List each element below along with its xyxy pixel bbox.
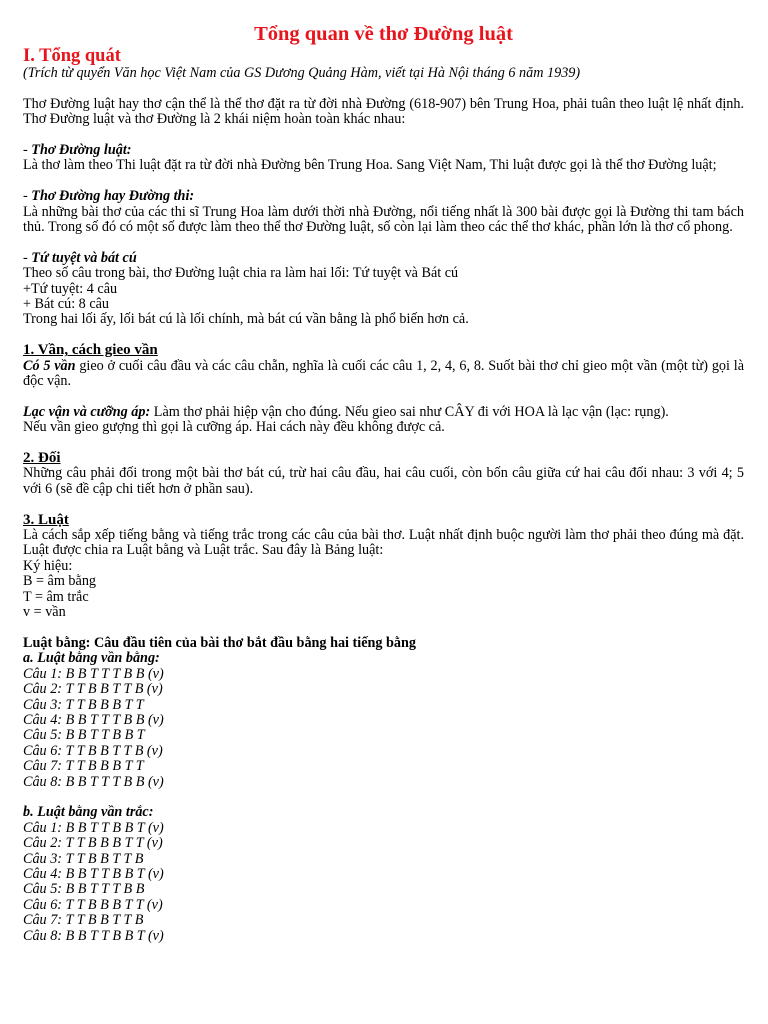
- symbol-line: T = âm trắc: [23, 588, 89, 605]
- verse-pattern-line: Câu 8: B B T T B B T (v): [23, 927, 164, 944]
- definition-tho-duong-luat-term: [23, 143, 744, 158]
- verse-pattern-line: Câu 1: B B T T T B B (v): [23, 665, 164, 682]
- verse-pattern-line: Câu 6: T T B B B T T (v): [23, 896, 163, 913]
- verse-pattern-line: Câu 5: B B T T T B B: [23, 881, 145, 898]
- term-label: Thơ Đường luật:: [31, 142, 132, 158]
- verse-pattern-line: Câu 3: T T B B T T B: [23, 850, 144, 867]
- definition-tho-duong-luat-text: Là thơ làm theo Thi luật đặt ra từ đời nhà Đường bên Trung Hoa. Sang Việt Nam, Thi luật được gọi là thể thơ Đường luật;: [23, 157, 717, 174]
- text-line: Theo số câu trong bài, thơ Đường luật chia ra làm hai lối: Tứ tuyệt và Bát cú: [23, 265, 459, 282]
- text-line: + Bát cú: 8 câu: [23, 296, 110, 313]
- verse-pattern-line: Câu 8: B B T T T B B (v): [23, 773, 164, 790]
- luat-bang-van-bang-lines: [23, 667, 744, 790]
- verse-pattern-line: Câu 5: B B T T B B T: [23, 727, 145, 744]
- verse-pattern-line: Câu 4: B B T T B B T (v): [23, 865, 164, 882]
- verse-pattern-line: Câu 7: T T B B T T B: [23, 912, 144, 929]
- term-label: Tứ tuyệt và bát cú: [31, 249, 137, 266]
- source-citation: (Trích từ quyển Văn học Việt Nam của GS Dương Quảng Hàm, viết tại Hà Nội tháng 6 năm 1939): [23, 65, 581, 81]
- definition-duong-thi-text: Là những bài thơ của các thi sĩ Trung Hoa làm dưới thời nhà Đường, nổi tiếng nhất là 300 bài được gọi là Đường thi tam bách thủ. Trong số đó có một số được làm theo thể thơ Đường luật, số còn lại làm theo các thể thơ khác, phần lớn là thơ cổ phong.: [23, 203, 744, 236]
- luat-bang-heading: Luật bằng: Câu đầu tiên của bài thơ bắt đầu bằng hai tiếng bằng: [23, 634, 417, 651]
- symbol-line: Ký hiệu:: [23, 557, 73, 574]
- heading-van: 1. Vần, cách gieo vần: [23, 342, 158, 359]
- heading-luat: 3. Luật: [23, 511, 69, 528]
- verse-pattern-line: Câu 2: T T B B T T B (v): [23, 681, 163, 698]
- tu-tuyet-lines: [23, 266, 744, 328]
- doi-paragraph: Những câu phải đối trong một bài thơ bát cú, trừ hai câu đầu, hai câu cuối, còn bốn câu giữa cứ hai câu đối nhau: 3 với 4; 5 với 6 (sẽ đề cập chi tiết hơn ở phần sau).: [23, 465, 744, 497]
- term-label: Thơ Đường hay Đường thi:: [31, 188, 195, 205]
- lac-van-term: Lạc vận và cưỡng áp:: [23, 403, 151, 420]
- text-line: +Tứ tuyệt: 4 câu: [23, 280, 118, 297]
- verse-pattern-line: Câu 6: T T B B T T B (v): [23, 742, 163, 759]
- van-lead: Có 5 vần: [23, 357, 76, 374]
- van-text: gieo ở cuối câu đầu và các câu chẵn, nghĩa là cuối các câu 1, 2, 4, 6, 8. Suốt bài thơ chỉ gieo một vần (một từ) gọi là độc vận.: [23, 357, 744, 390]
- verse-pattern-line: Câu 3: T T B B B T T: [23, 696, 144, 713]
- verse-pattern-line: Câu 1: B B T T B B T (v): [23, 819, 164, 836]
- section-heading-general: I. Tổng quát: [23, 46, 121, 66]
- dash: -: [23, 142, 32, 158]
- page-title: Tổng quan về thơ Đường luật: [254, 23, 513, 45]
- verse-pattern-line: Câu 7: T T B B B T T: [23, 758, 144, 775]
- dash: -: [23, 249, 32, 266]
- symbol-line: v = vần: [23, 604, 66, 621]
- symbol-legend: [23, 559, 744, 621]
- verse-pattern-line: Câu 2: T T B B B T T (v): [23, 835, 163, 852]
- heading-doi: 2. Đối: [23, 450, 61, 467]
- verse-pattern-line: Câu 4: B B T T T B B (v): [23, 711, 164, 728]
- definition-tu-tuyet-term: [23, 251, 744, 266]
- lac-van-text: Làm thơ phải hiệp vận cho đúng. Nếu gieo sai như CÂY đi với HOA là lạc vận (lạc: rụng).: [150, 403, 669, 420]
- definition-duong-thi-term: [23, 189, 744, 204]
- text-line: Trong hai lối ấy, lối bát cú là lối chính, mà bát cú vần bằng là phổ biến hơn cả.: [23, 311, 469, 328]
- luat-bang-van-trac-title: b. Luật bằng vần trắc:: [23, 804, 154, 821]
- luat-paragraph: Là cách sắp xếp tiếng bằng và tiếng trắc trong các câu của bài thơ. Luật nhất định buộc người làm thơ phải theo đúng mà đặt. Luật được chia ra Luật bằng và Luật trắc. Sau đây là Bảng luật:: [23, 527, 744, 559]
- intro-paragraph: Thơ Đường luật hay thơ cận thể là thể thơ đặt ra từ đời nhà Đường (618-907) bên Trung Hoa, phải tuân theo luật lệ nhất định. Thơ Đường luật và thơ Đường là 2 khái niệm hoàn toàn khác nhau:: [23, 95, 744, 128]
- lac-van-paragraph: [23, 405, 744, 420]
- cuong-ap-text: Nếu vần gieo gượng thì gọi là cưỡng áp. Hai cách này đều không được cả.: [23, 419, 445, 436]
- luat-bang-van-bang-title: a. Luật bằng vần bằng:: [23, 650, 160, 667]
- van-paragraph: [23, 359, 744, 390]
- dash: -: [23, 188, 32, 205]
- luat-bang-van-trac-lines: [23, 821, 744, 944]
- symbol-line: B = âm bằng: [23, 573, 97, 590]
